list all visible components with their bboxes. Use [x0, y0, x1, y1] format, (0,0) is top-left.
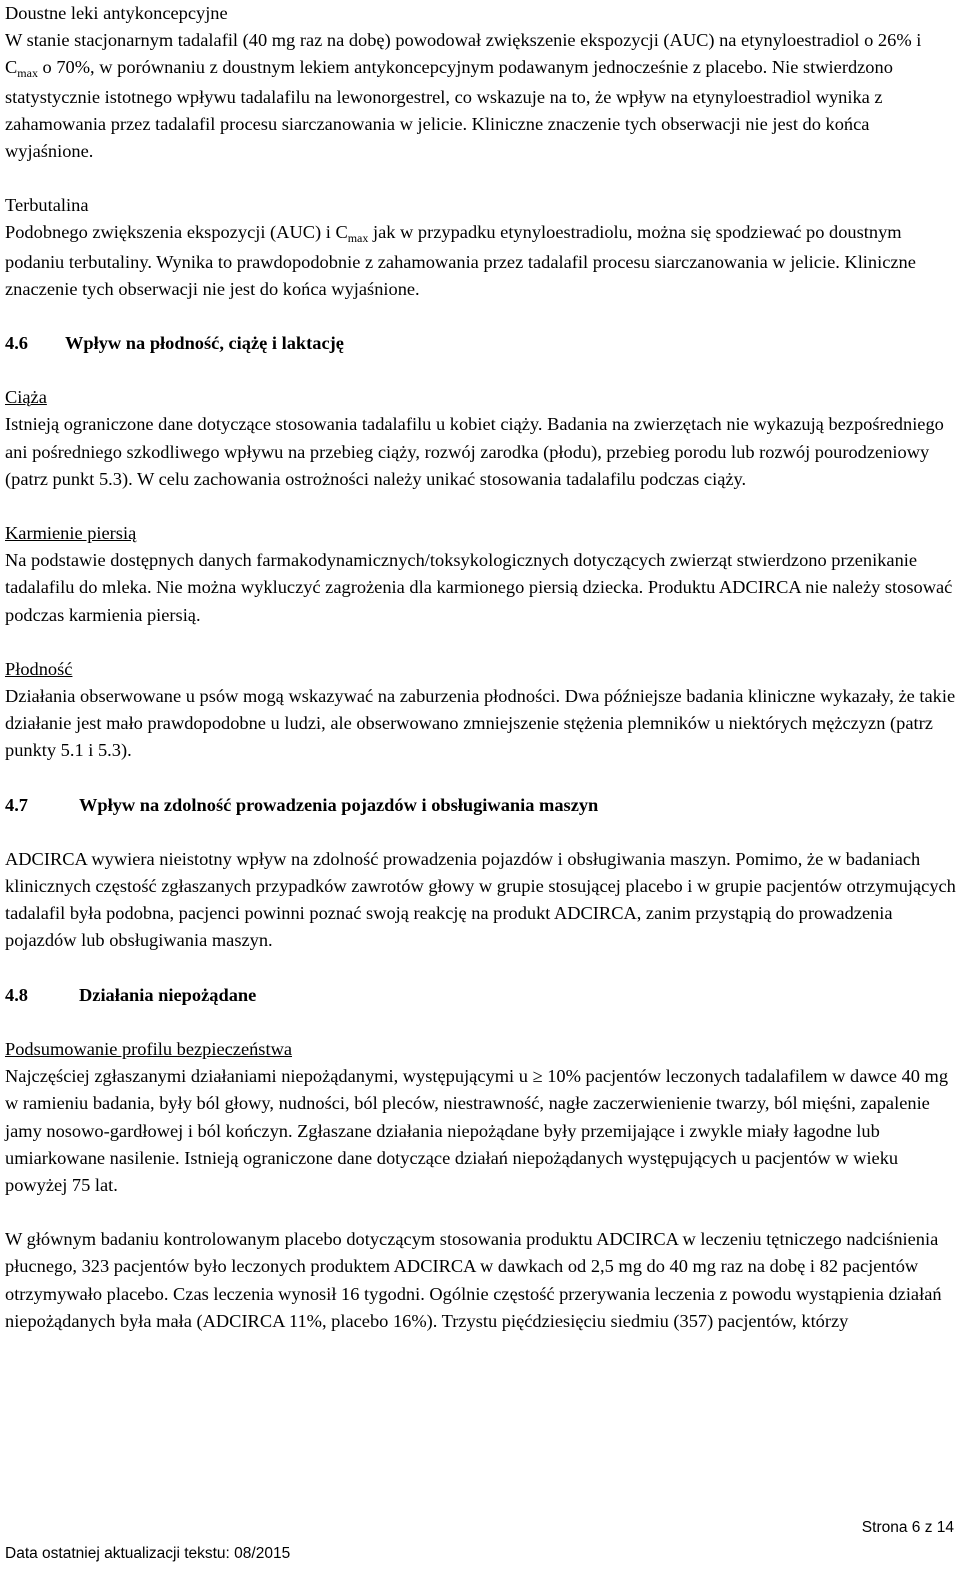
terbutaline-heading: Terbutalina [5, 195, 89, 216]
section-title: Działania niepożądane [79, 984, 257, 1005]
oral-contraceptives-text-a: W stanie stacjonarnym tadalafil (40 mg raz na dobę) powodował zwiększenie ekspozycji (AUC) na etynyloestradiol o 26% i C [5, 30, 922, 78]
terbutaline-paragraph [5, 219, 957, 303]
oral-contraceptives-heading: Doustne leki antykoncepcyjne [5, 3, 228, 23]
section-4-8-heading [5, 982, 957, 1009]
document-page [5, 0, 957, 1335]
cmax-subscript: max [17, 66, 38, 81]
pregnancy-heading: Ciąża [5, 387, 47, 408]
section-number: 4.6 [5, 333, 28, 354]
breastfeeding-paragraph: Na podstawie dostępnych danych farmakodynamicznych/toksykologicznych dotyczących zwierząt stwierdzono przenikanie tadalafilu do mleka. Nie można wykluczyć zagrożenia dla karmionego piersią dziecka. Produktu ADCIRCA nie należy stosować podczas karmienia piersią. [5, 550, 953, 625]
section-title: Wpływ na płodność, ciążę i laktację [65, 333, 344, 354]
section-4-7-heading [5, 792, 957, 819]
oral-contraceptives-paragraph [5, 27, 957, 165]
terbutaline-text-b: jak w przypadku etynyloestradiolu, można się spodziewać po doustnym podaniu terbutaliny. Wynika to prawdopodobnie z zahamowania przez tadalafil procesu siarczanowania w jelicie. Kliniczne znaczenie tych obserwacji nie jest do końca wyjaśnione. [5, 222, 916, 299]
last-update-date: Data ostatniej aktualizacji tekstu: 08/2015 [5, 1545, 291, 1562]
safety-summary-paragraph: Najczęściej zgłaszanymi działaniami niepożądanymi, występującymi u ≥ 10% pacjentów leczonych tadalafilem w dawce 40 mg w ramieniu badania, były ból głowy, nudności, ból pleców, niestrawność, nagłe zaczerwienienie twarzy, ból mięśni, zapalenie jamy nosowo-gardłowej i ból kończyn. Zgłaszane działania niepożądane były przemijające i zwykle miały łagodne lub umiarkowane nasilenie. Istnieją ograniczone dane dotyczące działań niepożądanych występujących u pacjentów w wieku powyżej 75 lat. [5, 1066, 949, 1195]
cmax-subscript: max [347, 231, 369, 246]
section-number: 4.8 [5, 984, 28, 1005]
oral-contraceptives-text-b: o 70%, w porównaniu z doustnym lekiem antykoncepcyjnym podawanym jednocześnie z placebo. Nie stwierdzono statystycznie istotnego wpływu tadalafilu na lewonorgestrel, co wskazuje na to, że wpływ na etynyloestradiol wynika z zahamowania przez tadalafil procesu siarczanowania w jelicie. Kliniczne znaczenie tych obserwacji nie jest do końca wyjaśnione. [5, 57, 893, 162]
section-4-7-paragraph: ADCIRCA wywiera nieistotny wpływ na zdolność prowadzenia pojazdów i obsługiwania maszyn. Pomimo, że w badaniach klinicznych częstość zgłaszanych przypadków zawrotów głowy w grupie stosującej placebo i w grupie pacjentów otrzymujących tadalafil była podobna, pacjenci powinni poznać swoją reakcję na produkt ADCIRCA, zanim przystąpią do prowadzenia pojazdów lub obsługiwania maszyn. [5, 848, 956, 951]
section-number: 4.7 [5, 794, 28, 815]
breastfeeding-heading: Karmienie piersią [5, 523, 137, 544]
safety-summary-heading: Podsumowanie profilu bezpieczeństwa [5, 1038, 293, 1059]
page-number: Strona 6 z 14 [861, 1519, 954, 1536]
terbutaline-text-a: Podobnego zwiększenia ekspozycji (AUC) i C [5, 222, 348, 243]
safety-summary-paragraph-2: W głównym badaniu kontrolowanym placebo dotyczącym stosowania produktu ADCIRCA w leczeniu tętniczego nadciśnienia płucnego, 323 pacjentów było leczonych produktem ADCIRCA w dawkach od 2,5 mg do 40 mg raz na dobę i 82 pacjentów otrzymywało placebo. Czas leczenia wynosił 16 tygodni. Ogólnie częstość przerywania leczenia z powodu wystąpienia działań niepożądanych była mała (ADCIRCA 11%, placebo 16%). Trzystu pięćdziesięciu siedmiu (357) pacjentów, którzy [5, 1229, 942, 1331]
pregnancy-paragraph: Istnieją ograniczone dane dotyczące stosowania tadalafilu u kobiet ciąży. Badania na zwierzętach nie wykazują bezpośredniego ani pośredniego szkodliwego wpływu na przebieg ciąży, rozwój zarodka (płodu), przebieg porodu lub rozwój pourodzeniowy (patrz punkt 5.3). W celu zachowania ostrożności należy unikać stosowania tadalafilu podczas ciąży. [5, 414, 944, 489]
fertility-heading: Płodność [5, 658, 73, 679]
section-title: Wpływ na zdolność prowadzenia pojazdów i obsługiwania maszyn [79, 794, 599, 815]
fertility-paragraph: Działania obserwowane u psów mogą wskazywać na zaburzenia płodności. Dwa późniejsze badania kliniczne wykazały, że takie działanie jest mało prawdopodobne u ludzi, ale obserwowano zmniejszenie stężenia plemników u niektórych mężczyzn (patrz punkty 5.1 i 5.3). [5, 686, 956, 761]
section-4-6-heading [5, 330, 957, 357]
